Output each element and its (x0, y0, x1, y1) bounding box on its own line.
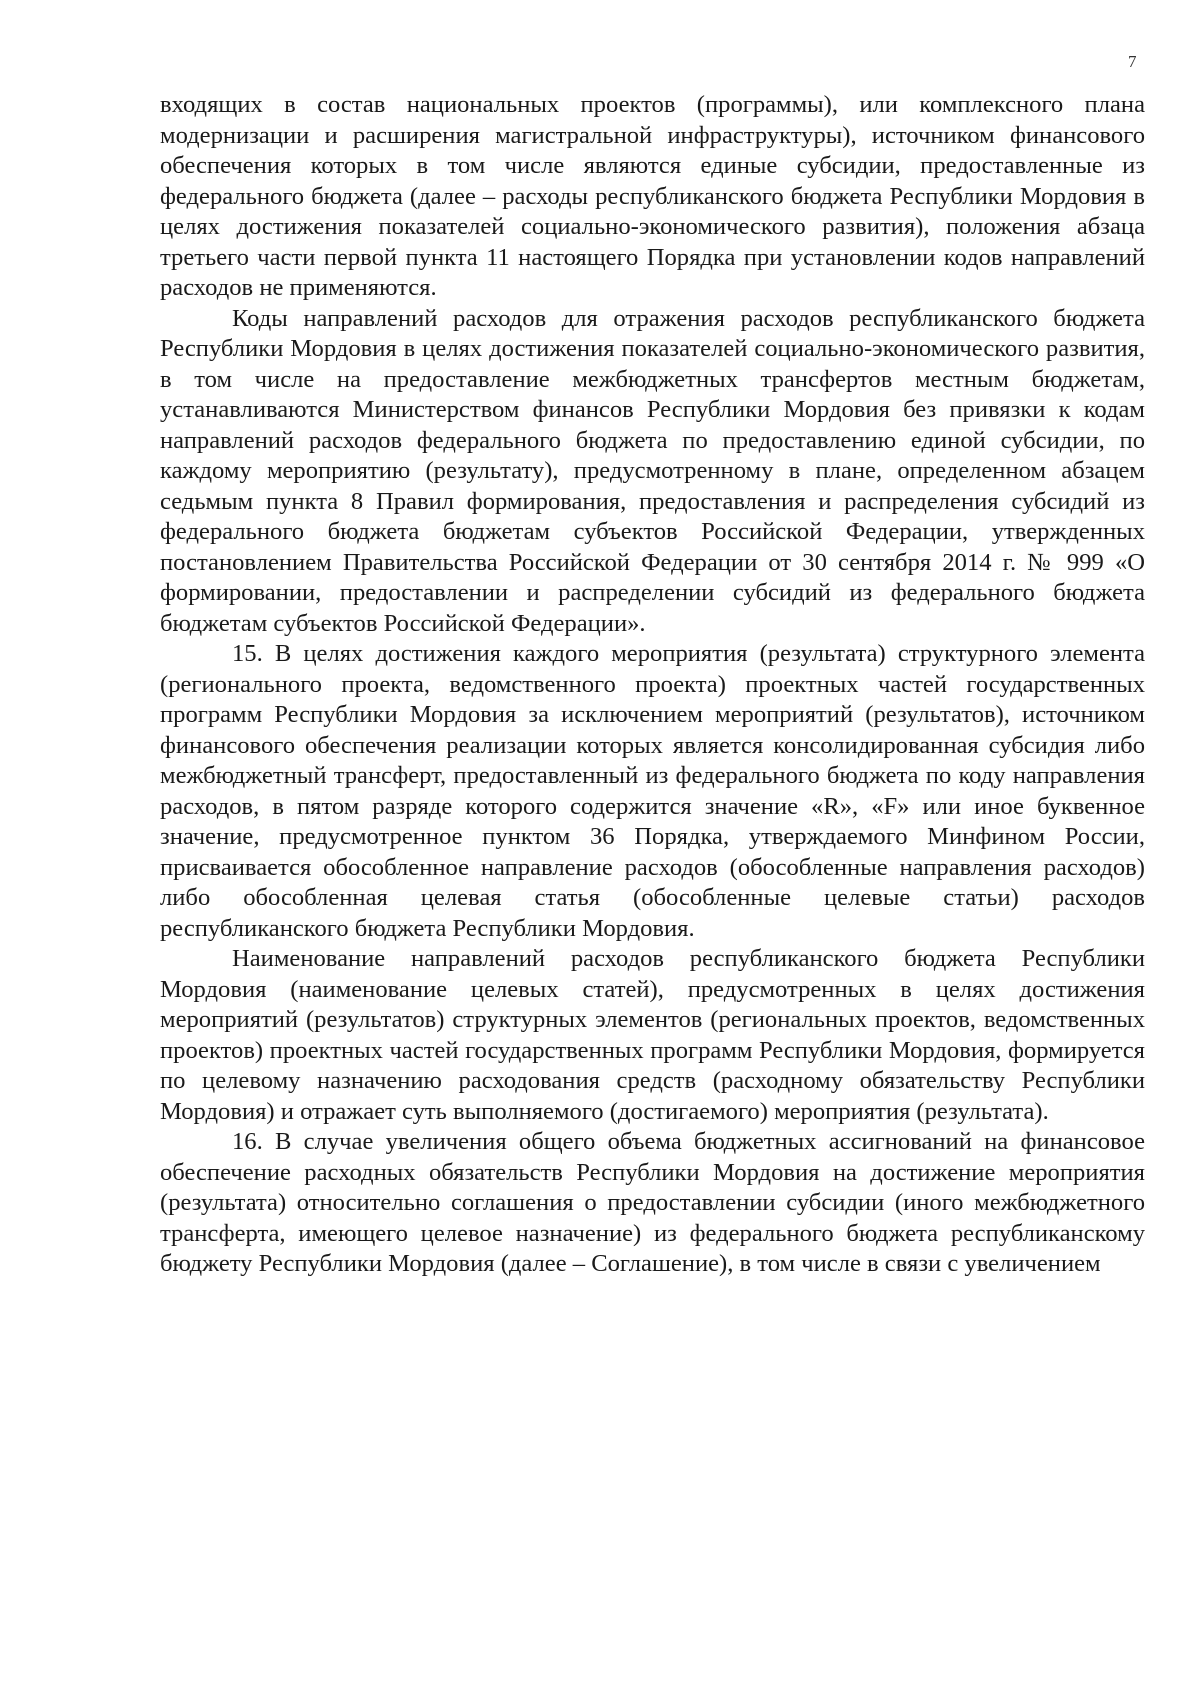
page-number: 7 (1128, 52, 1137, 71)
paragraph-clause-16: 16. В случае увеличения общего объема бюджетных ассигнований на финансовое обеспечение расходных обязательств Республики Мордовия на достижение мероприятия (результата) относительно соглашения о предоставлении субсидии (иного межбюджетного трансферта, имеющего целевое назначение) из федерального бюджета республиканскому бюджету Республики Мордовия (далее – Соглашение), в том числе в связи с увеличением (160, 1128, 1145, 1277)
paragraph-continuation: входящих в состав национальных проектов (программы), или комплексного плана модернизации и расширения магистральной инфраструктуры), источником финансового обеспечения которых в том числе являются единые субсидии, предоставленные из федерального бюджета (далее – расходы республиканского бюджета Республики Мордовия в целях достижения показателей социально-экономического развития), положения абзаца третьего части первой пункта 11 настоящего Порядка при установлении кодов направлений расходов не применяются. (160, 91, 1145, 301)
paragraph-clause-15: 15. В целях достижения каждого мероприятия (результата) структурного элемента (регионального проекта, ведомственного проекта) проектных частей государственных программ Республики Мордовия за исключением мероприятий (результатов), источником финансового обеспечения реализации которых является консолидированная субсидия либо межбюджетный трансферт, предоставленный из федерального бюджета по коду направления расходов, в пятом разряде которого содержится значение «R», «F» или иное буквенное значение, предусмотренное пунктом 36 Порядка, утверждаемого Минфином России, присваивается обособленное направление расходов (обособленные направления расходов) либо обособленная целевая статья (обособленные целевые статьи) расходов республиканского бюджета Республики Мордовия. (160, 640, 1145, 942)
paragraph-direction-codes: Коды направлений расходов для отражения расходов республиканского бюджета Республики Мордовия в целях достижения показателей социально-экономического развития, в том числе на предоставление межбюджетных трансфертов местным бюджетам, устанавливаются Министерством финансов Республики Мордовия без привязки к кодам направлений расходов федерального бюджета по предоставлению единой субсидии, по каждому мероприятию (результату), предусмотренному в плане, определенном абзацем седьмым пункта 8 Правил формирования, предоставления и распределения субсидий из федерального бюджета бюджетам субъектов Российской Федерации, утвержденных постановлением Правительства Российской Федерации от 30 сентября 2014 г. № 999 «О формировании, предоставлении и распределении субсидий из федерального бюджета бюджетам субъектов Российской Федерации». (160, 304, 1145, 637)
paragraph-naming: Наименование направлений расходов республиканского бюджета Республики Мордовия (наименование целевых статей), предусмотренных в целях достижения мероприятий (результатов) структурных элементов (региональных проектов, ведомственных проектов) проектных частей государственных программ Республики Мордовия, формируется по целевому назначению расходования средств (расходному обязательству Республики Мордовия) и отражает суть выполняемого (достигаемого) мероприятия (результата). (160, 945, 1145, 1125)
document-body (160, 90, 1145, 1280)
